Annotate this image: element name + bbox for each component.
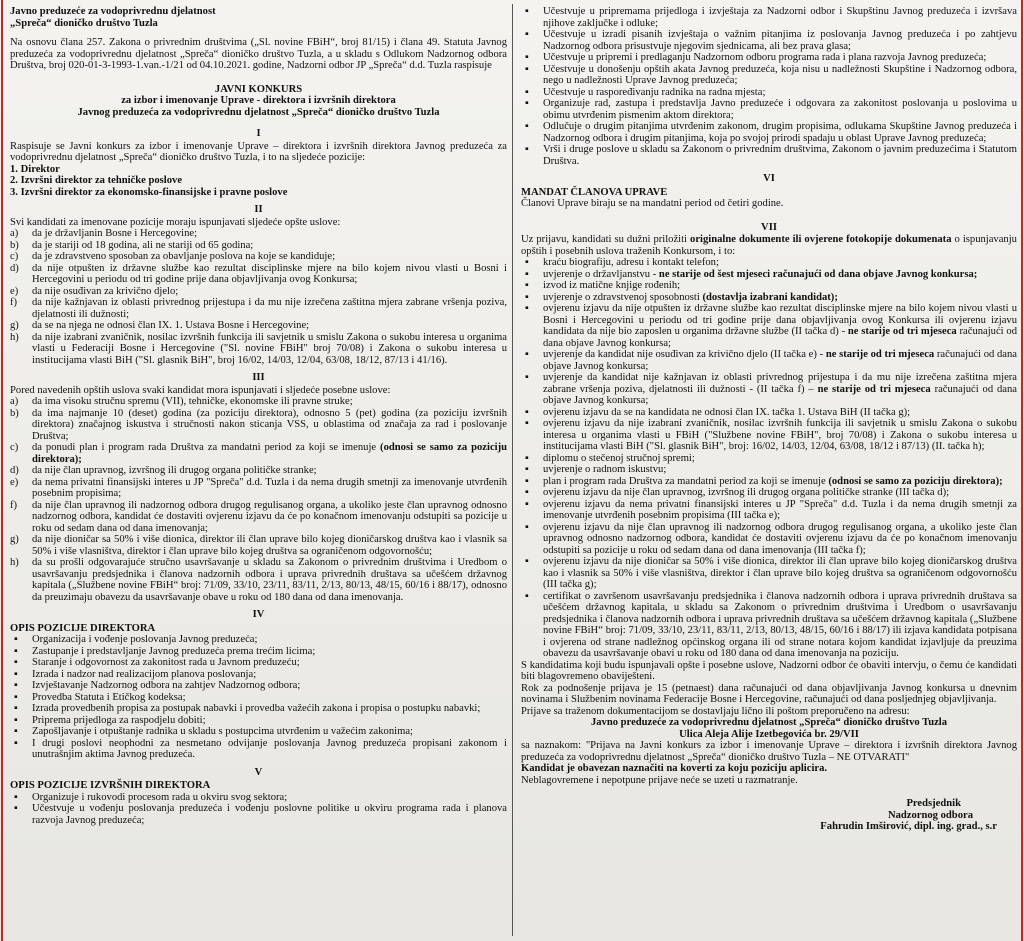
bullet-text: Učestvuje u raspoređivanju radnika na radna mjesta;	[543, 86, 766, 98]
bullet-item	[10, 669, 507, 681]
section-number: II	[254, 204, 263, 215]
document-item	[521, 349, 1017, 372]
item-text: da nema privatni finansijski interes u JP "Spreča" d.d. Tuzla i da nema drugih smetnji za imenovanje utvrđenih posebnim propisima;	[32, 476, 507, 499]
bullet-icon: ▪	[525, 63, 529, 75]
condition-item	[10, 408, 507, 443]
bullet-text: I drugi poslovi neophodni za nesmetano odvijanje poslovanja Javnog preduzeća propisani zakonom i unutrašnjim aktima Javnog preduzeća.	[32, 737, 507, 760]
document-text: plan i program rada Društva za mandatni period za koji se imenuje (odnosi se samo za poziciju direktora);	[543, 475, 1003, 487]
item-marker: g)	[10, 534, 19, 545]
section-text: Raspisuje se Javni konkurs za izbor i imenovanje Uprave – direktora i izvršnih direktora Javnog preduzeća za vodoprivrednu djelatnost „Spreča“ dioničko društvo Tuzla, i to na sljedeće pozicije:	[10, 140, 507, 163]
column-divider	[512, 4, 513, 936]
org-name: Javno preduzeće za vodoprivrednu djelatnost	[10, 6, 216, 17]
signature-name: Fahrudin Imširović, dipl. ing. grad., s.r	[820, 821, 997, 832]
bullet-text: Organizuje i rukovodi procesom rada u okviru svog sektora;	[32, 791, 288, 803]
document-text: ovjerenu izjavu da nije član upravnog, izvršnog ili drugog organa političke stranke (III tačka d);	[543, 487, 950, 498]
item-text: da nije dioničar sa 50% i više dionica, direktor ili član uprave bilo kojeg dioničarskog društva kao i vlasnik sa 50% i više vlasništva, direktor i član uprave bilo kojeg društva sa ograničenom odgovornošću;	[32, 534, 507, 557]
bullet-icon: ▪	[14, 803, 18, 814]
bullet-item	[521, 121, 1017, 144]
address-street: Ulica Aleja Alije Izetbegovića br. 29/VII	[679, 728, 859, 740]
condition-item	[10, 500, 507, 535]
document-item	[521, 280, 1017, 292]
section-heading: OPIS POZICIJE IZVRŠNIH DIREKTORA	[10, 780, 211, 791]
condition-item	[10, 332, 507, 367]
item-text: da ima najmanje 10 (deset) godina (za poziciju direktora), odnosno 5 (pet) godina (za poziciju izvršnih direktora) značajnog iskustva i stručnosti nakon sticanja VSS, u oblastima od značaja za rad i poslovanje Društva;	[32, 407, 507, 442]
late-applications-note: Neblagovremene i nepotpune prijave neće se uzeti u razmatranje.	[521, 774, 798, 786]
bullet-item	[521, 29, 1017, 52]
bullet-item	[10, 692, 507, 704]
bullet-text: Učestvuje u pripremi i predlaganju Nadzornom odboru programa rada i plana razvoja Javnog preduzeća;	[543, 52, 987, 63]
document-text: uvjerenje o radnom iskustvu;	[543, 464, 667, 475]
bullet-text: Učestvuje u vođenju poslovanja preduzeća i vođenju poslovne politike u okviru programa rada i planova razvoja Javnog preduzeća;	[32, 803, 507, 826]
item-marker: e)	[10, 476, 19, 488]
section-number: III	[252, 372, 265, 383]
right-edge-marker	[1021, 0, 1023, 941]
document-item	[521, 303, 1017, 349]
bullet-text: Izvještavanje Nadzornog odbora na zahtjev Nadzornog odbora;	[32, 680, 301, 691]
item-marker: d)	[10, 262, 19, 274]
bullet-icon: ▪	[525, 475, 529, 487]
documents-intro: Uz prijavu, kandidati su dužni priložiti originalne dokumente ili ovjerene fotokopije dokumenata o ispunjavanju opštih i posebnih uslova traženih Konkursom, i to:	[521, 234, 1017, 257]
bullet-item	[10, 803, 507, 826]
notice-title: JAVNI KONKURS	[214, 83, 303, 95]
bullet-text: Izrada i nadzor nad realizacijom planova poslovanja;	[32, 668, 257, 680]
bullet-icon: ▪	[525, 521, 529, 533]
bullet-text: Staranje i odgovornost za zakonitost rada u Javnom preduzeću;	[32, 657, 300, 668]
document-item	[521, 464, 1017, 476]
item-marker: b)	[10, 407, 19, 419]
condition-item	[10, 228, 507, 240]
bullet-icon: ▪	[14, 691, 18, 703]
bullet-icon: ▪	[14, 657, 18, 668]
special-conditions-list	[10, 396, 507, 603]
condition-item	[10, 396, 507, 408]
item-text: da se na njega ne odnosi član IX. 1. Ustava Bosne i Hercegovine;	[32, 320, 310, 331]
bullet-icon: ▪	[525, 52, 529, 63]
document-item	[521, 257, 1017, 269]
document-text: uvjerenje o državljanstvu - ne starije od šest mjeseci računajući od dana objave Javnog konkursa;	[543, 268, 978, 280]
bullet-icon: ▪	[525, 556, 529, 567]
bullet-icon: ▪	[525, 268, 529, 280]
bullet-item	[10, 646, 507, 658]
intro-paragraph: Na osnovu člana 257. Zakona o privrednim društvima („Sl. novine FBiH“, broj 81/15) i člana 49. Statuta Javnog preduzeća za vodoprivrednu djelatnost „Spreča“ dioničko društvo Tuzla, a u skladu s Odlukom Nadzornog odbora Društva, broj 020-01-3-1993-1.van.-1/21 od 04.10.2021. godine, Nadzorni odbor JP „Spreča“ d.d. Tuzla raspisuje	[10, 37, 507, 71]
left-column	[10, 6, 507, 826]
bullet-text: Učestvuje u izradi pisanih izvještaja o važnim pitanjima iz poslovanja Javnog preduzeća i po zahtjevu Nadzornog odbora prisustvuje njegovim sjednicama, ali bez prava glasa;	[543, 29, 1017, 52]
bullet-icon: ▪	[525, 406, 529, 418]
bullet-text: Zapošljavanje i otpuštanje radnika u skladu s postupcima utvrđenim u važećim zakonima;	[32, 726, 413, 737]
item-marker: d)	[10, 465, 19, 476]
delivery-paragraph: Prijave sa traženom dokumentacijom se dostavljaju lično ili poštom preporučeno na adresu:	[521, 705, 910, 717]
item-marker: c)	[10, 251, 19, 262]
bullet-icon: ▪	[14, 703, 18, 714]
condition-item	[10, 251, 507, 263]
document-item	[521, 453, 1017, 465]
section-heading: OPIS POZICIJE DIREKTORA	[10, 622, 156, 634]
bullet-text: Zastupanje i predstavljanje Javnog preduzeća prema trećim licima;	[32, 645, 316, 657]
deadline-paragraph: Rok za podnošenje prijava je 15 (petnaest) dana računajući od dana objavljivanja Javnog konkursa u dnevnim novinama i Službenim novinama Federacije Bosne i Hercegovine, računajući od dana posljednjeg objavljivanja.	[521, 682, 1017, 705]
condition-item	[10, 297, 507, 320]
position-item: 3. Izvršni direktor za ekonomsko-finansijske i pravne poslove	[10, 186, 288, 198]
item-text: da nije kažnjavan iz oblasti privrednog prijestupa i da mu nije izrečena zaštitna mjera zabrane vršenja poziva, djelatnosti ili dužnosti;	[32, 297, 507, 320]
item-marker: h)	[10, 557, 19, 568]
bullet-icon: ▪	[14, 726, 18, 737]
bullet-icon: ▪	[14, 645, 18, 657]
document-text: ovjerenu izjavu da nije otpušten iz državne službe kao rezultat disciplinske mjere na bilo kojem nivou vlasti u Bosni i Hercegovini u periodu od tri godine prije dana objavljivanja ovog Konkursa ili ovjerenu izjavu kandidata da nije bio zaposlen u organima državne službe (II tačka d) - ne starije od tri mjeseca računajući od dana objave Javnog konkursa;	[543, 303, 1018, 349]
document-item	[521, 522, 1017, 557]
bullet-item	[521, 87, 1017, 99]
document-item	[521, 487, 1017, 499]
bullet-icon: ▪	[525, 498, 529, 510]
left-edge-marker	[1, 0, 3, 941]
item-text: da je zdravstveno sposoban za obavljanje poslova na koje se kandiduje;	[32, 251, 336, 262]
bullet-item	[521, 64, 1017, 87]
condition-item	[10, 477, 507, 500]
bullet-text: Organizuje rad, zastupa i predstavlja Javno preduzeće i odgovara za zakonitost poslovanja u poslovima u obimu utvrđenim pismenim aktom direktora;	[543, 98, 1017, 121]
document-text: uvjerenje da kandidat nije kažnjavan iz oblasti privrednog prijestupa i da mu nije izrečena zaštitna mjera zabrane vršenja poziva, djelatnosti ili dužnosti - (II tačka f) – ne starije od tri mjeseca računajući od dana objave Javnog konkursa;	[543, 372, 1017, 406]
general-conditions-list	[10, 228, 507, 366]
address-org: Javno preduzeće za vodoprivrednu djelatnost „Spreča“ dioničko društvo Tuzla	[590, 717, 948, 728]
section-text: Članovi Uprave biraju se na mandatni period od četiri godine.	[521, 198, 784, 209]
position-item: 1. Direktor	[10, 163, 60, 175]
director-duties-list	[10, 634, 507, 761]
document-text: ovjerenu izjavu da nema privatni finansijski interes u JP "Spreča" d.d. Tuzla i da nema drugih smetnji za imenovanje utvrđenih posebnim propisima (III tačka e);	[543, 498, 1017, 521]
bullet-icon: ▪	[525, 418, 529, 429]
envelope-position-note: Kandidat je obavezan naznačiti na koverti za koju poziciju aplicira.	[521, 763, 828, 774]
bullet-icon: ▪	[525, 144, 529, 155]
document-text: ovjerenu izjavu da nije član upravnog ili nadzornog odbora drugog regulisanog organa, a ukoliko jeste član upravnog odnosno nadzornog odbora, kandidat će dostaviti ovjerenu izjavu da će po konačnom imenovanju odstupiti sa pozicije u roku od sedam dana od dana imenovanja (III tačka f);	[543, 521, 1017, 556]
item-marker: c)	[10, 442, 19, 453]
document-item	[521, 499, 1017, 522]
item-marker: e)	[10, 285, 19, 297]
document-text: uvjerenje da kandidat nije osuđivan za krivično djelo (II tačka e) - ne starije od tri mjeseca računajući od dana objave Javnog konkursa;	[543, 349, 1017, 372]
section-number: V	[254, 766, 263, 778]
executive-duties-list-continued	[521, 6, 1017, 167]
item-text: da nije otpušten iz državne službe kao rezultat disciplinske mjere na bilo kojem nivou vlasti u Bosni i Hercegovini u periodu od tri godine prije dana objavljivanja ovog Konkursa;	[32, 262, 507, 285]
condition-item	[10, 442, 507, 465]
bullet-icon: ▪	[14, 714, 18, 726]
bullet-item	[521, 98, 1017, 121]
bullet-icon: ▪	[14, 668, 18, 680]
document-text: kraću biografiju, adresu i kontakt telefon;	[543, 257, 719, 268]
org-name-line2: „Spreča“ dioničko društvo Tuzla	[10, 17, 158, 29]
item-marker: h)	[10, 331, 19, 343]
signature-title: Predsjednik	[906, 798, 961, 809]
document-item	[521, 476, 1017, 488]
bullet-icon: ▪	[525, 349, 529, 360]
document-text: ovjerenu izjavu da nije dioničar sa 50% i više dionica, direktor ili član uprave bilo kojeg dioničarskog društva kao i vlasnik sa 50% i više vlasništva, direktor i član uprave bilo kojeg društva sa ograničenom odgovornošću (III tačka g);	[543, 556, 1017, 590]
document-text: ovjerenu izjavu da nije izabrani zvaničnik, nosilac izvršnih funkcija ili savjetnik u smislu Zakona o sukobu interesa u organima vlasti u FBiH ("Službene novine FBiH", broj 70/08) i Zakona o sukobu interesa u institucijama vlasti BiH ("Sl. glasnik BiH", broj: 16/02, 14/03, 12/04, 63/08, 18/12 i 87/13) (II. tačka h);	[543, 418, 1017, 452]
section-text: Pored navedenih opštih uslova svaki kandidat mora ispunjavati i sljedeće posebne uslove:	[10, 384, 391, 396]
item-text: da ponudi plan i program rada Društva za mandatni period za koji se imenuje (odnosi se samo za poziciju direktora);	[32, 442, 508, 465]
bullet-icon: ▪	[525, 280, 529, 291]
bullet-text: Učestvuje u donošenju opštih akata Javnog preduzeća, koja nisu u nadležnosti Skupštine i Nadzornog odbora, nego u nadležnosti Uprave Javnog preduzeća;	[543, 63, 1017, 86]
section-number: IV	[252, 609, 265, 620]
document-text: diplomu o stečenoj stručnoj spremi;	[543, 452, 695, 464]
bullet-item	[521, 144, 1017, 167]
section-heading: MANDAT ČLANOVA UPRAVE	[521, 186, 668, 198]
bullet-icon: ▪	[14, 791, 18, 803]
bullet-text: Priprema prijedloga za raspodjelu dobiti;	[32, 714, 206, 726]
bullet-item	[10, 680, 507, 692]
bullet-icon: ▪	[525, 6, 529, 17]
document-text: certifikat o završenom usavršavanju predsjednika i članova nadzornih odbora i uprava privrednih društava sa učešćem državnog kapitala, u skladu sa Zakonom o privrednim društvima i Uredbom o usavršavanju predsjednika i članova nadzornih odbora i uprava privrednih društava sa učešćem državnog kapitala („Službene novine FBiH“ broj: 71/09, 33/10, 23/11, 83/11, 2/13, 80/13, 48/15, 60/16 i 88/17) ili izjava kandidata potpisana i ovjerena od strane nadležnog općinskog organa ili od strane notara kojom kandidat izjavljuje da preuzima obavezu da usavršavanje obavi u roku od 180 dana od dana imenovanja na poziciju.	[543, 590, 1017, 659]
bullet-icon: ▪	[525, 98, 529, 109]
item-text: da su prošli odgovarajuće stručno usavršavanje u skladu sa Zakonom o privrednim društvima i Uredbom o usavršavanju predsjednika i članova nadzornih odbora i uprava privrednih društava sa učešćem državnog kapitala („Službene novine FBiH“ broj: 71/09, 33/10, 23/11, 83/11, 2/13, 80/13, 48/15, 60/16 i 88/17), odnosno da preuzimaju obavezu da usavršavanje obave u roku od 180 dana od dana imenovanja.	[32, 557, 507, 603]
bullet-item	[521, 52, 1017, 64]
bullet-icon: ▪	[525, 121, 529, 132]
section-number: VI	[763, 173, 775, 184]
bullet-item	[10, 703, 507, 715]
bullet-text: Provedba Statuta i Etičkog kodeksa;	[32, 691, 186, 703]
item-text: da nije član upravnog ili nadzornog odbora drugog regulisanog organa, a ukoliko jeste član upravnog odnosno nadzornog odbora, kandidat će dostaviti ovjerenu izjavu da će po konačnom imenovanju odstupiti sa pozicije u roku od sedam dana od dana imenovanja;	[32, 499, 507, 534]
section-number: I	[256, 128, 261, 139]
condition-item	[10, 465, 507, 477]
condition-item	[10, 534, 507, 557]
bullet-icon: ▪	[14, 737, 18, 749]
document-text: uvjerenje o zdravstvenoj sposobnosti (dostavlja izabrani kandidat);	[543, 291, 838, 303]
section-number: VII	[761, 221, 777, 233]
bullet-text: Odlučuje o drugim pitanjima utvrđenim zakonom, drugim propisima, odlukama Skupštine Javnog preduzeća i Nadzornog odbora i drugim pitanjima, koja po svojoj prirodi spadaju u oblast Uprave Javnog preduzeća;	[543, 121, 1017, 144]
bullet-item	[10, 657, 507, 669]
document-text: izvod iz matične knjige rođenih;	[543, 280, 681, 291]
item-marker: f)	[10, 499, 18, 511]
item-text: da nije član upravnog, izvršnog ili drugog organa političke stranke;	[32, 465, 317, 476]
position-item: 2. Izvršni direktor za tehničke poslove	[10, 175, 183, 186]
item-text: da je državljanin Bosne i Hercegovine;	[32, 228, 198, 239]
bullet-icon: ▪	[525, 257, 529, 268]
document-item	[521, 407, 1017, 419]
item-marker: b)	[10, 239, 19, 251]
envelope-note: sa naznakom: "Prijava na Javni konkurs za izbor i imenovanje Uprave – direktora i izvršnih direktora Javnog preduzeća za vodoprivrednu djelatnost „Spreča“ dioničko društvo Tuzla – NE OTVARATI"	[521, 740, 1017, 763]
executive-duties-list	[10, 792, 507, 827]
bullet-icon: ▪	[525, 372, 529, 383]
document-item	[521, 372, 1017, 407]
notice-subtitle: za izbor i imenovanje Uprave - direktora i izvršnih direktora	[121, 95, 396, 106]
bullet-icon: ▪	[525, 487, 529, 498]
item-marker: f)	[10, 297, 18, 308]
bullet-text: Organizacija i vođenje poslovanja Javnog preduzeća;	[32, 634, 258, 645]
bullet-icon: ▪	[525, 86, 529, 98]
condition-item	[10, 320, 507, 332]
bullet-item	[10, 738, 507, 761]
bullet-icon: ▪	[14, 680, 18, 691]
bullet-icon: ▪	[14, 634, 18, 645]
bullet-text: Izrada provedbenih propisa za postupak nabavki i provedba važećih zakona i propisa o postupku nabavki;	[32, 703, 481, 714]
section-text: Svi kandidati za imenovane pozicije moraju ispunjavati sljedeće opšte uslove:	[10, 216, 341, 228]
condition-item	[10, 557, 507, 603]
bullet-item	[10, 726, 507, 738]
bullet-item	[10, 634, 507, 646]
bullet-item	[521, 6, 1017, 29]
condition-item	[10, 263, 507, 286]
bullet-text: Učestvuje u pripremama prijedloga i izvještaja za Nadzorni odbor i Skupštinu Javnog preduzeća i izvršava njihove zaključke i odluke;	[543, 6, 1017, 29]
bullet-item	[10, 792, 507, 804]
documents-list	[521, 257, 1017, 660]
condition-item	[10, 286, 507, 298]
document-item	[521, 292, 1017, 304]
notice-subtitle-org: Javnog preduzeća za vodoprivrednu djelatnost „Spreča“ dioničko društvo Tuzla	[77, 106, 440, 118]
bullet-icon: ▪	[525, 452, 529, 464]
item-text: da ima visoku stručnu spremu (VII), tehničke, ekonomske ili pravne struke;	[32, 396, 353, 407]
document-text: ovjerenu izjavu da se na kandidata ne odnosi član IX. tačka 1. Ustava BiH (II tačka g);	[543, 406, 911, 418]
item-text: da je stariji od 18 godina, ali ne stariji od 65 godina;	[32, 239, 254, 251]
right-column	[521, 6, 1017, 833]
document-item	[521, 418, 1017, 453]
bullet-icon: ▪	[525, 464, 529, 475]
bullet-icon: ▪	[525, 29, 529, 40]
condition-item	[10, 240, 507, 252]
interview-paragraph: S kandidatima koji budu ispunjavali opšte i posebne uslove, Nadzorni odbor će obaviti intervju, o čemu će kandidati biti blagovremeno obaviješteni.	[521, 659, 1017, 682]
item-text: da nije osuđivan za krivično djelo;	[32, 285, 179, 297]
bullet-item	[10, 715, 507, 727]
item-marker: a)	[10, 396, 19, 407]
bullet-icon: ▪	[525, 303, 529, 314]
bullet-icon: ▪	[525, 291, 529, 303]
item-text: da nije izabrani zvaničnik, nosilac izvršnih funkcija ili savjetnik u smislu Zakona o sukobu interesa u organima vlasti u Federaciji Bosne i Hercegovine ("Sl. novine FBiH" broj 70/08) i Zakona o sukobu interesa u institucijama vlasti BiH ("Sl. glasnik BiH", broj 16/02, 14/03, 12/04, 63/08, 18/12, 87/13 i 41/16).	[32, 331, 507, 366]
document-item	[521, 591, 1017, 660]
item-marker: a)	[10, 228, 19, 239]
signature-body: Nadzornog odbora	[887, 809, 973, 821]
bullet-icon: ▪	[525, 590, 529, 602]
item-marker: g)	[10, 320, 19, 331]
document-item	[521, 269, 1017, 281]
bullet-text: Vrši i druge poslove u skladu sa Zakonom o privrednim društvima, Zakonom o javnim preduzećima i Statutom Društva.	[543, 144, 1017, 167]
document-item	[521, 556, 1017, 591]
